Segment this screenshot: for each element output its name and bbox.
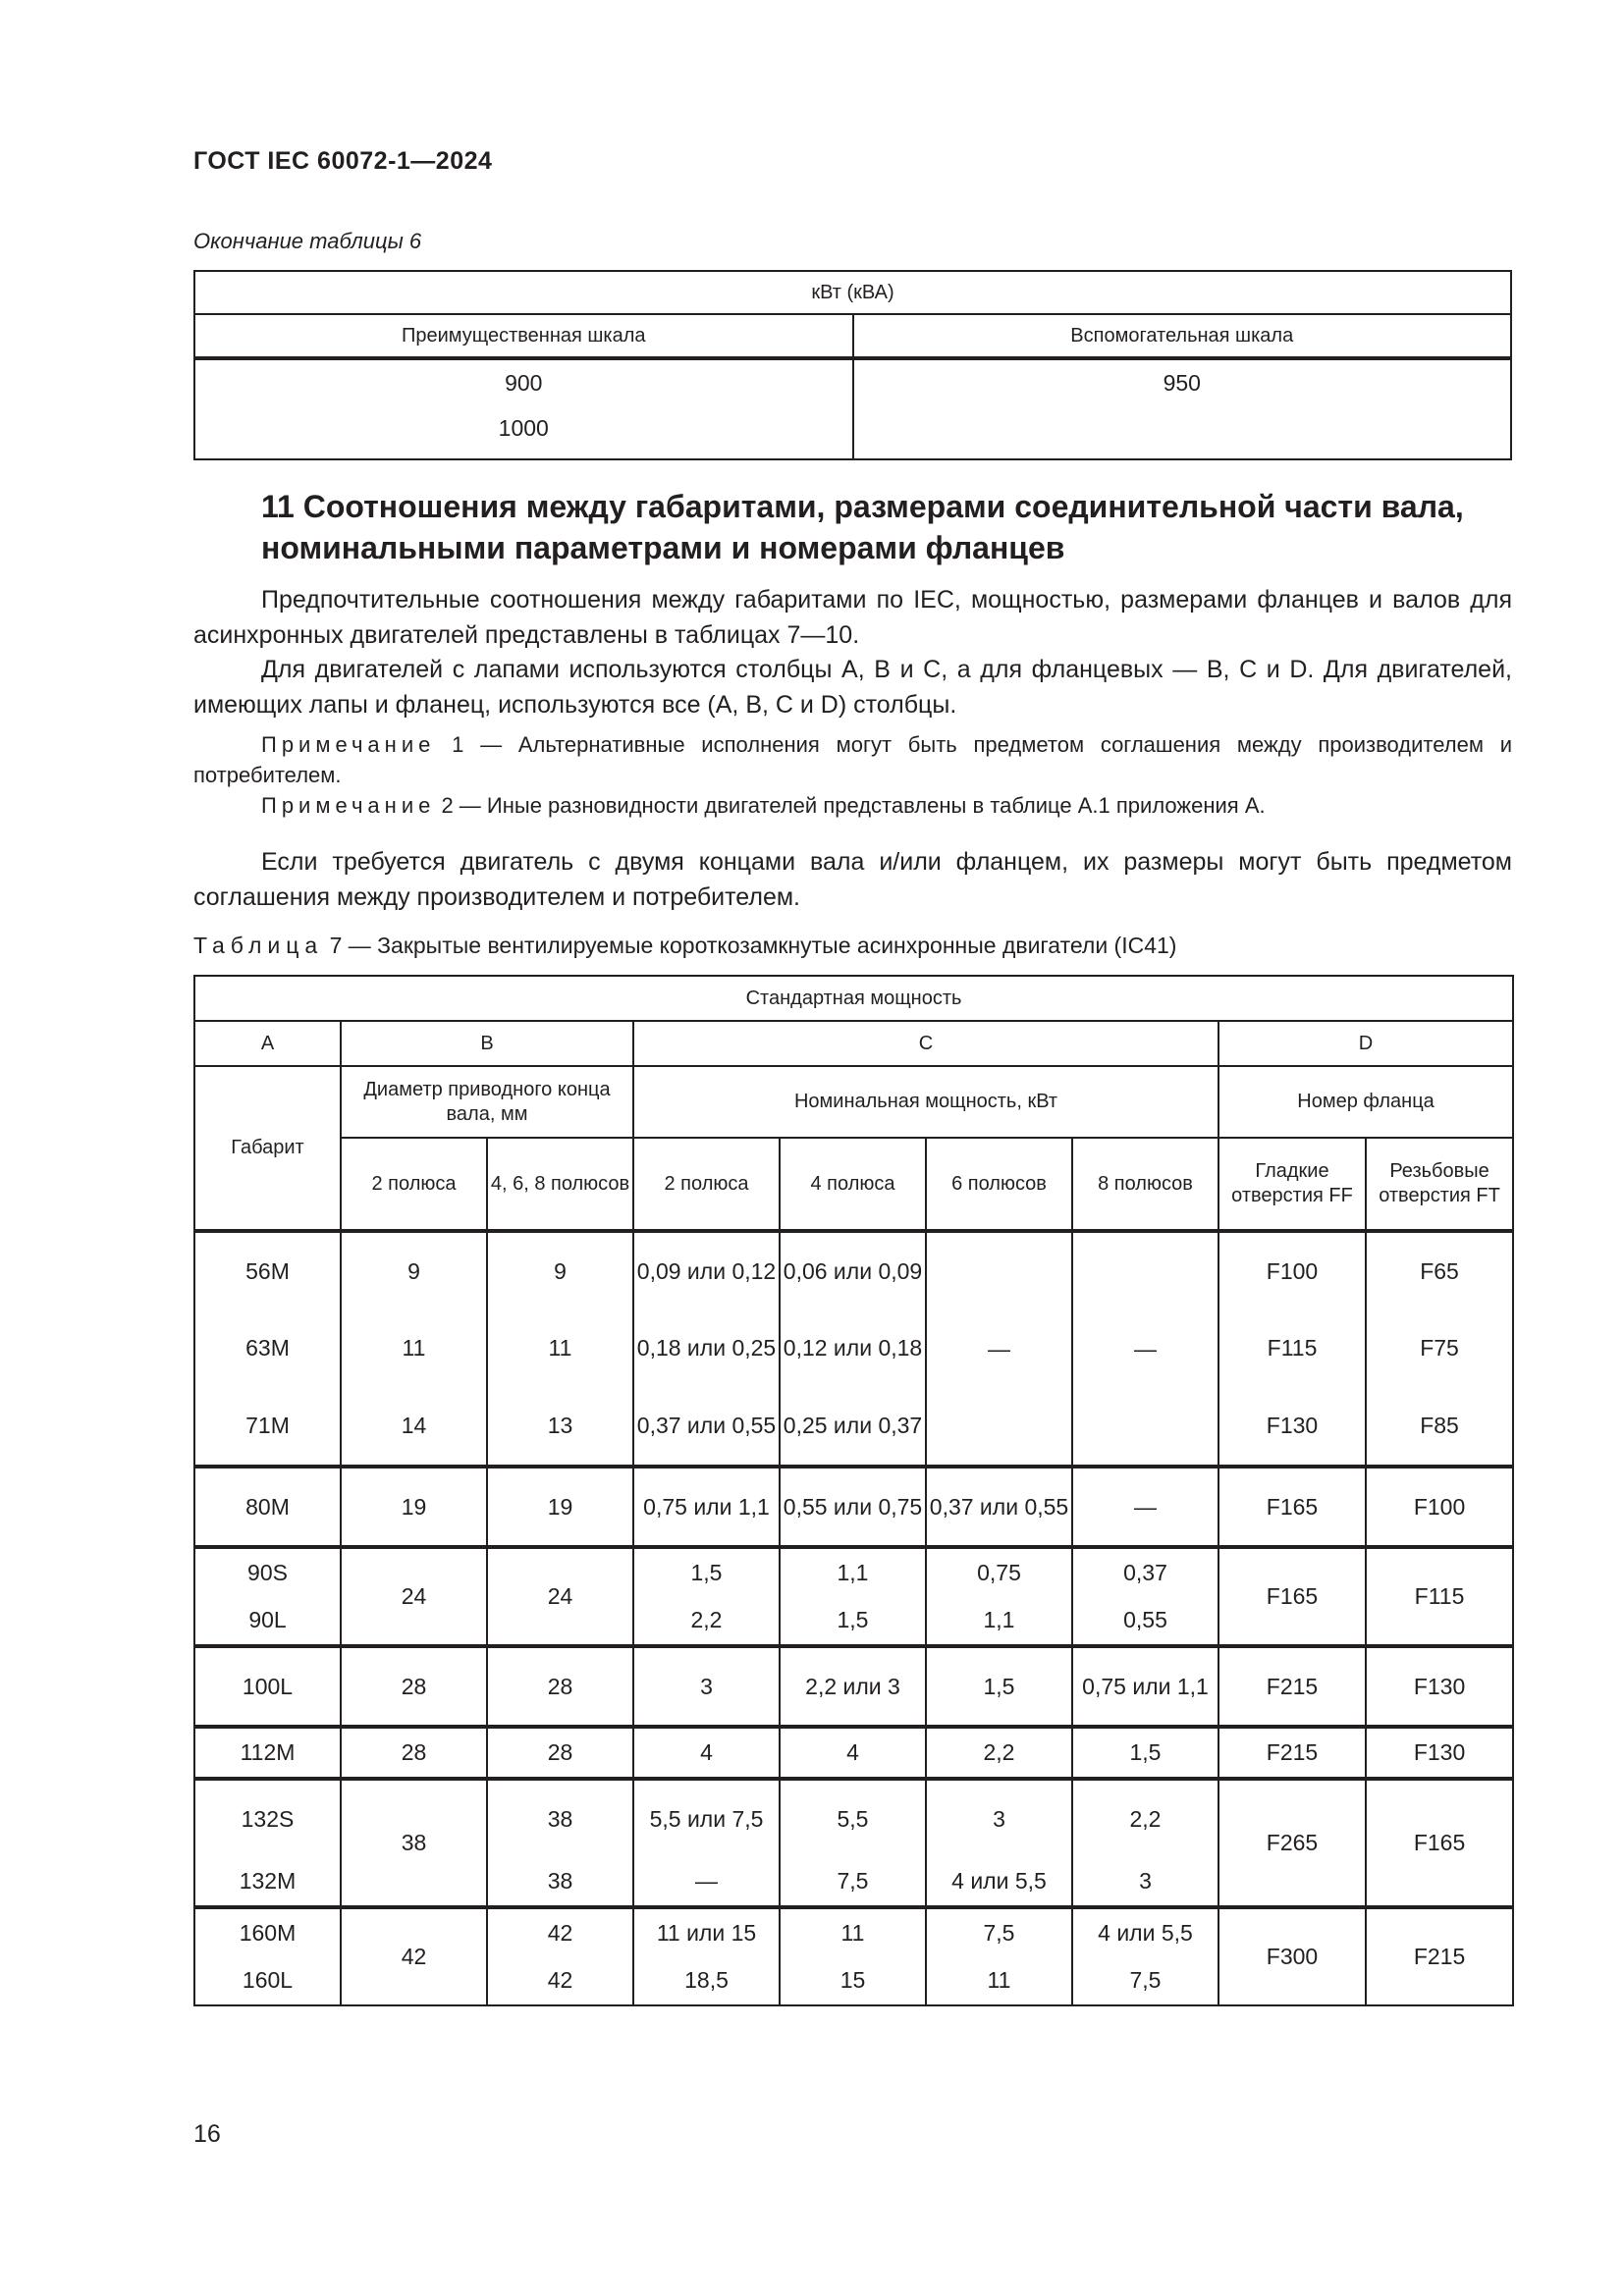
cell: 9 <box>487 1231 633 1309</box>
cell: 0,37 или 0,55 <box>633 1387 780 1467</box>
table-row <box>194 1646 1513 1727</box>
note-1 <box>193 729 1512 790</box>
table6-auxiliary-values <box>853 358 1512 459</box>
table6-end <box>193 270 1512 460</box>
cell: — <box>926 1231 1072 1467</box>
cell: 1,1 <box>780 1547 926 1596</box>
cell: 19 <box>341 1467 487 1547</box>
table6-preferred-values <box>194 358 853 459</box>
cell: F130 <box>1218 1387 1366 1467</box>
header-power-4-poles: 4 полюса <box>780 1138 926 1231</box>
header-shaft-468-poles: 4, 6, 8 полюсов <box>487 1138 633 1231</box>
paragraph-3: Если требуется двигатель с двумя концами вала и/или фланцем, их размеры могут быть предметом соглашения между производителем и потребителем. <box>193 848 1512 911</box>
cell: 4 или 5,5 <box>926 1857 1072 1907</box>
header-flange-ft: Резьбовые отверстия FT <box>1366 1138 1513 1231</box>
cell: 24 <box>341 1547 487 1646</box>
note-1-text: 1 — Альтернативные исполнения могут быть предметом соглашения между производителем и потребителем. <box>193 732 1512 787</box>
table-row <box>194 1231 1513 1309</box>
cell: 0,37 <box>1072 1547 1218 1596</box>
cell: 2,2 или 3 <box>780 1646 926 1727</box>
cell: 0,75 или 1,1 <box>1072 1646 1218 1727</box>
header-col-d: D <box>1218 1021 1513 1066</box>
cell: 7,5 <box>780 1857 926 1907</box>
table-word: Таблица <box>193 933 324 958</box>
cell: F215 <box>1218 1646 1366 1727</box>
cell: F75 <box>1366 1309 1513 1387</box>
cell: 9 <box>341 1231 487 1309</box>
cell: 28 <box>341 1646 487 1727</box>
cell: F300 <box>1218 1907 1366 2005</box>
cell: 11 или 15 <box>633 1907 780 1956</box>
cell: 5,5 <box>780 1779 926 1857</box>
cell: 38 <box>341 1779 487 1907</box>
cell: 4 <box>633 1727 780 1779</box>
frame-cell: 160L <box>194 1956 341 2005</box>
header-power-2-poles: 2 полюса <box>633 1138 780 1231</box>
cell: 1,5 <box>926 1646 1072 1727</box>
cell: 38 <box>487 1779 633 1857</box>
cell: 4 или 5,5 <box>1072 1907 1218 1956</box>
table7-caption-text: 7 — Закрытые вентилируемые короткозамкнутые асинхронные двигатели (IC41) <box>323 933 1177 958</box>
frame-cell: 90L <box>194 1596 341 1646</box>
header-col-a: A <box>194 1021 341 1066</box>
cell: F85 <box>1366 1387 1513 1467</box>
cell: F215 <box>1366 1907 1513 2005</box>
table7-caption <box>193 933 1176 959</box>
header-power-6-poles: 6 полюсов <box>926 1138 1072 1231</box>
cell: 0,75 или 1,1 <box>633 1467 780 1547</box>
cell: F165 <box>1218 1467 1366 1547</box>
cell: 14 <box>341 1387 487 1467</box>
cell: 13 <box>487 1387 633 1467</box>
table-row <box>194 1387 1513 1467</box>
cell: 28 <box>487 1646 633 1727</box>
frame-cell: 80M <box>194 1467 341 1547</box>
header-col-c: C <box>633 1021 1218 1066</box>
cell: 7,5 <box>1072 1956 1218 2005</box>
frame-cell: 90S <box>194 1547 341 1596</box>
header-shaft-diameter: Диаметр приводного конца вала, мм <box>341 1066 633 1138</box>
header-frame: Габарит <box>194 1066 341 1231</box>
header-rated-power: Номинальная мощность, кВт <box>633 1066 1218 1138</box>
header-flange-ff: Гладкие отверстия FF <box>1218 1138 1366 1231</box>
cell: 3 <box>1072 1857 1218 1907</box>
page-number: 16 <box>193 2120 221 2148</box>
cell: 24 <box>487 1547 633 1646</box>
cell: 0,12 или 0,18 <box>780 1309 926 1387</box>
cell: 42 <box>341 1907 487 2005</box>
cell: 2,2 <box>633 1596 780 1646</box>
cell: 7,5 <box>926 1907 1072 1956</box>
header-flange-number: Номер фланца <box>1218 1066 1513 1138</box>
frame-cell: 112M <box>194 1727 341 1779</box>
section-11-title: 11 Соотношения между габаритами, размерами соединительной части вала, номинальными параметрами и номерами фланцев <box>261 489 1464 565</box>
cell: — <box>633 1857 780 1907</box>
cell: F100 <box>1218 1231 1366 1309</box>
note-word: Примечание <box>261 793 436 818</box>
paragraph-2: Для двигателей с лапами используются столбцы А, В и С, а для фланцевых — В, С и D. Для двигателей, имеющих лапы и фланец, используются все (А, В, С и D) столбцы. <box>193 656 1512 719</box>
cell: F65 <box>1366 1231 1513 1309</box>
table6-value: 900 <box>505 370 543 396</box>
cell: 2,2 <box>1072 1779 1218 1857</box>
cell: 0,55 <box>1072 1596 1218 1646</box>
cell: 5,5 или 7,5 <box>633 1779 780 1857</box>
cell: 0,18 или 0,25 <box>633 1309 780 1387</box>
cell: 1,5 <box>780 1596 926 1646</box>
document-header: ГОСТ IEC 60072-1—2024 <box>193 147 493 175</box>
cell: 0,37 или 0,55 <box>926 1467 1072 1547</box>
cell: 18,5 <box>633 1956 780 2005</box>
frame-cell: 160M <box>194 1907 341 1956</box>
header-col-b: B <box>341 1021 633 1066</box>
frame-cell: 100L <box>194 1646 341 1727</box>
cell: 0,55 или 0,75 <box>780 1467 926 1547</box>
frame-cell: 132S <box>194 1779 341 1857</box>
cell: 28 <box>487 1727 633 1779</box>
cell: 0,25 или 0,37 <box>780 1387 926 1467</box>
header-power-8-poles: 8 полюсов <box>1072 1138 1218 1231</box>
frame-cell: 132M <box>194 1857 341 1907</box>
note-2-text: 2 — Иные разновидности двигателей представлены в таблице А.1 приложения А. <box>435 793 1266 818</box>
cell: 11 <box>926 1956 1072 2005</box>
table-row <box>194 1727 1513 1779</box>
header-shaft-2-poles: 2 полюса <box>341 1138 487 1231</box>
cell: 3 <box>926 1779 1072 1857</box>
cell: — <box>1072 1467 1218 1547</box>
cell: F265 <box>1218 1779 1366 1907</box>
cell: 1,1 <box>926 1596 1072 1646</box>
cell: F215 <box>1218 1727 1366 1779</box>
cell: 0,06 или 0,09 <box>780 1231 926 1309</box>
paragraph-1: Предпочтительные соотношения между габаритами по IEC, мощностью, размерами фланцев и валов для асинхронных двигателей представлены в таблицах 7—10. <box>193 586 1512 649</box>
table-row <box>194 1309 1513 1387</box>
cell: 15 <box>780 1956 926 2005</box>
cell: 1,5 <box>1072 1727 1218 1779</box>
cell: 42 <box>487 1956 633 2005</box>
table-row <box>194 1547 1513 1596</box>
table-row <box>194 1779 1513 1857</box>
frame-cell: 56M <box>194 1231 341 1309</box>
cell: 19 <box>487 1467 633 1547</box>
table7 <box>193 975 1514 2006</box>
cell: 0,75 <box>926 1547 1072 1596</box>
frame-cell: 71M <box>194 1387 341 1467</box>
cell: 28 <box>341 1727 487 1779</box>
table6-preferred-header: Преимущественная шкала <box>194 314 853 358</box>
cell: F130 <box>1366 1727 1513 1779</box>
table6-continuation-caption: Окончание таблицы 6 <box>193 229 422 253</box>
cell: F115 <box>1218 1309 1366 1387</box>
cell: 0,09 или 0,12 <box>633 1231 780 1309</box>
cell: 11 <box>780 1907 926 1956</box>
table6-auxiliary-header: Вспомогательная шкала <box>853 314 1512 358</box>
cell: F100 <box>1366 1467 1513 1547</box>
cell: F165 <box>1366 1779 1513 1907</box>
cell: 11 <box>341 1309 487 1387</box>
cell: 3 <box>633 1646 780 1727</box>
cell: F115 <box>1366 1547 1513 1646</box>
note-2 <box>193 790 1512 821</box>
cell: 38 <box>487 1857 633 1907</box>
table6-unit-header: кВт (кВА) <box>194 271 1511 314</box>
cell: F130 <box>1366 1646 1513 1727</box>
cell: F165 <box>1218 1547 1366 1646</box>
frame-cell: 63M <box>194 1309 341 1387</box>
cell: 1,5 <box>633 1547 780 1596</box>
header-standard-power: Стандартная мощность <box>194 976 1513 1021</box>
cell: — <box>1072 1231 1218 1467</box>
note-word: Примечание <box>261 732 436 757</box>
table-row <box>194 1907 1513 1956</box>
cell: 4 <box>780 1727 926 1779</box>
table6-value: 1000 <box>498 415 549 441</box>
table6-value: 950 <box>1163 370 1201 396</box>
cell: 42 <box>487 1907 633 1956</box>
cell: 11 <box>487 1309 633 1387</box>
table-row <box>194 1467 1513 1547</box>
cell: 2,2 <box>926 1727 1072 1779</box>
